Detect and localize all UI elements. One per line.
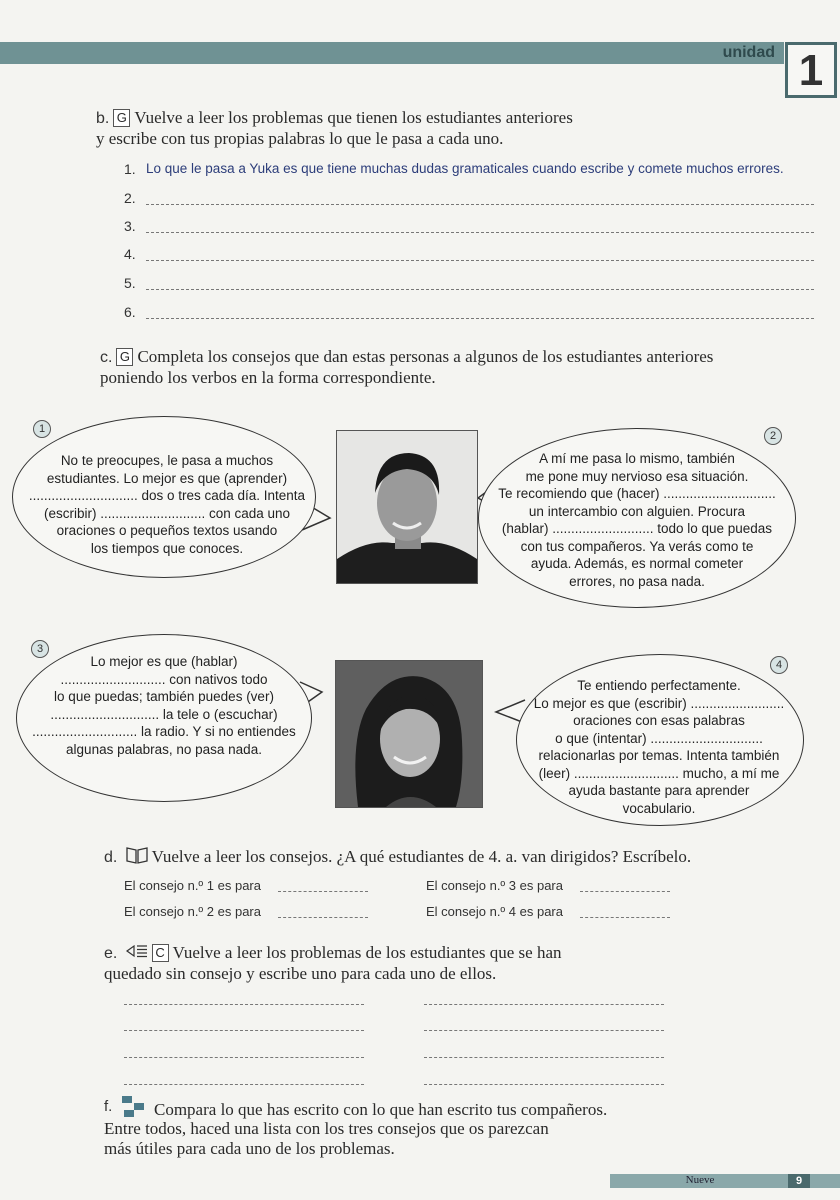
writing-line-right-4[interactable] bbox=[424, 1084, 664, 1085]
writing-line-right-2[interactable] bbox=[424, 1030, 664, 1031]
section-b-letter: b. bbox=[96, 110, 110, 127]
section-f-letter: f. bbox=[104, 1098, 113, 1115]
writing-line-left-2[interactable] bbox=[124, 1030, 364, 1031]
bubble-number-4: 4 bbox=[770, 656, 788, 674]
answer-number-1: 1. bbox=[124, 161, 136, 177]
section-f-line2: Entre todos, haced una lista con los tres consejos que os parezcan bbox=[104, 1119, 549, 1138]
section-c-letter: c. bbox=[100, 349, 113, 366]
advice-3-line[interactable] bbox=[580, 891, 670, 892]
writing-line-left-4[interactable] bbox=[124, 1084, 364, 1085]
footer-page-word: Nueve bbox=[685, 1174, 715, 1186]
section-e-line2: quedado sin consejo y escribe uno para cada uno de ellos. bbox=[104, 964, 497, 983]
bubble-number-2: 2 bbox=[764, 427, 782, 445]
bubble-number-1: 1 bbox=[33, 420, 51, 438]
section-c-line1: Completa los consejos que dan estas personas a algunos de los estudiantes anteriores bbox=[137, 347, 714, 366]
section-f-line3: más útiles para cada uno de los problemas. bbox=[104, 1139, 395, 1158]
young-woman-icon bbox=[336, 661, 482, 807]
bubble-number-3: 3 bbox=[31, 640, 49, 658]
bubble-1-text: No te preocupes, le pasa a muchos estudiantes. Lo mejor es que (aprender) ............................. dos o tres cada día. Intenta (escribir) ............................ con cada uno oraciones o pequeños textos usando los tiempos que conoces. bbox=[28, 453, 306, 556]
answer-number-2: 2. bbox=[124, 190, 136, 206]
section-f-line1: Compara lo que has escrito con lo que han escrito tus compañeros. bbox=[154, 1100, 608, 1119]
advice-2-label: El consejo n.º 2 es para bbox=[124, 904, 261, 919]
section-c-line2: poniendo los verbos en la forma correspondiente. bbox=[100, 368, 436, 387]
section-e-instruction bbox=[104, 943, 824, 984]
grammar-icon: G bbox=[113, 109, 130, 127]
bubble-2-text: A mí me pasa lo mismo, también me pone muy nervioso esa situación. Te recomiendo que (hacer) .............................. un intercambio con alguien. Procura (hablar) ........................... todo lo que puedas con tus compañeros. Ya verás como te ayuda. Además, es normal cometer errores, no pasa nada. bbox=[498, 451, 776, 589]
writing-line-right-1[interactable] bbox=[424, 1004, 664, 1005]
section-d-letter: d. bbox=[104, 849, 118, 866]
advice-1-label: El consejo n.º 1 es para bbox=[124, 878, 261, 893]
bubble-3-text: Lo mejor es que (hablar) ............................ con nativos todo lo que puedas; también puedes (ver) ............................. la tele o (escuchar) ............................ la radio. Y si no entiendes algunas palabras, no pasa nada. bbox=[32, 654, 296, 757]
photo-young-man bbox=[336, 430, 478, 584]
writing-line-right-3[interactable] bbox=[424, 1057, 664, 1058]
answer-number-5: 5. bbox=[124, 275, 136, 291]
advice-1-line[interactable] bbox=[278, 891, 368, 892]
young-man-icon bbox=[337, 431, 477, 583]
advice-4-line[interactable] bbox=[580, 917, 670, 918]
section-b-line1: Vuelve a leer los problemas que tienen los estudiantes anteriores bbox=[134, 108, 573, 127]
section-d-text: Vuelve a leer los consejos. ¿A qué estudiantes de 4. a. van dirigidos? Escríbelo. bbox=[151, 847, 692, 866]
answer-number-6: 6. bbox=[124, 304, 136, 320]
section-e-letter: e. bbox=[104, 945, 118, 962]
advice-2-line[interactable] bbox=[278, 917, 368, 918]
photo-young-woman bbox=[335, 660, 483, 808]
unit-label: unidad bbox=[722, 44, 775, 61]
answer-number-4: 4. bbox=[124, 246, 136, 262]
answer-1-text: Lo que le pasa a Yuka es que tiene muchas dudas gramaticales cuando escribe y comete muchos errores. bbox=[146, 161, 784, 176]
advice-4-label: El consejo n.º 4 es para bbox=[426, 904, 563, 919]
communication-icon: C bbox=[152, 944, 169, 962]
grammar-icon: G bbox=[116, 348, 133, 366]
writing-line-left-1[interactable] bbox=[124, 1004, 364, 1005]
bubble-4-text: Te entiendo perfectamente. Lo mejor es que (escribir) ......................... oraciones con esas palabras o que (intentar) .............................. relacionarlas por temas. Intenta también (leer) ............................ mucho, a mí me ayuda bastante para aprender vocabulario. bbox=[533, 678, 785, 816]
section-f-instruction bbox=[104, 1100, 824, 1120]
unit-number: 1 bbox=[798, 46, 824, 95]
writing-icon bbox=[126, 943, 148, 959]
answer-number-3: 3. bbox=[124, 218, 136, 234]
section-d-instruction bbox=[104, 846, 824, 868]
section-b-line2: y escribe con tus propias palabras lo que le pasa a cada uno. bbox=[96, 129, 504, 148]
section-f-line2-wrap bbox=[104, 1119, 824, 1159]
book-icon bbox=[125, 846, 149, 864]
advice-3-label: El consejo n.º 3 es para bbox=[426, 878, 563, 893]
page-number: 9 bbox=[795, 1175, 803, 1187]
writing-line-left-3[interactable] bbox=[124, 1057, 364, 1058]
section-e-line1: Vuelve a leer los problemas de los estudiantes que se han bbox=[172, 943, 562, 962]
